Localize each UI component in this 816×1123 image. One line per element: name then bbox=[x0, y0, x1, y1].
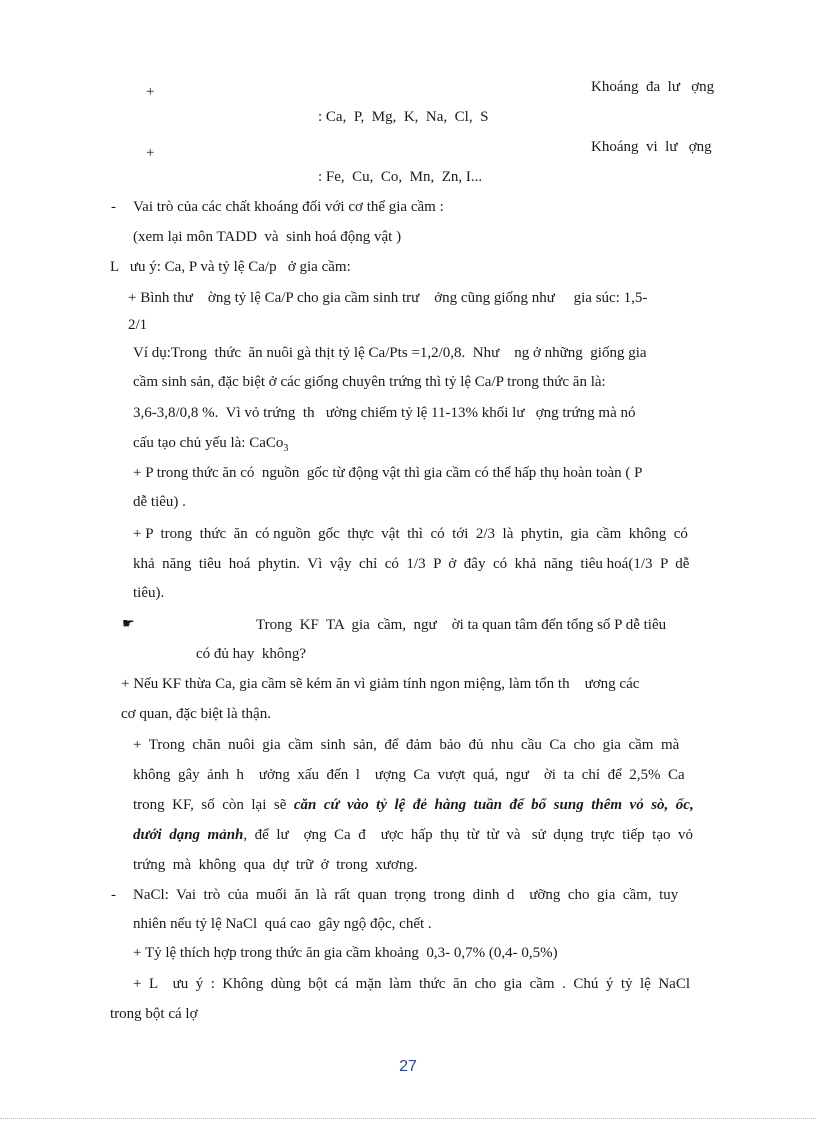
text-line: tiêu). bbox=[133, 585, 165, 601]
text-line: 3,6-3,8/0,8 %. Vì vỏ trứng th ường chiếm tỷ lệ 11-13% khối lư ợng trứng mà nó bbox=[133, 405, 636, 421]
text-run: trong KF, số còn lại sẽ bbox=[133, 797, 294, 813]
footer-divider bbox=[0, 1118, 816, 1119]
text-line bbox=[133, 795, 694, 815]
text-line: : Ca, P, Mg, K, Na, Cl, S bbox=[318, 109, 489, 125]
emphasis-text: căn cứ vào tỷ lệ đẻ hàng tuần để bổ sung thêm vỏ sò, ốc, bbox=[293, 797, 694, 813]
text-line: + Bình thư ờng tỷ lệ Ca/P cho gia cầm sinh trư ởng cũng giống như gia súc: 1,5- bbox=[128, 290, 648, 306]
text-line: nhiên nếu tỷ lệ NaCl quá cao gây ngộ độc, chết . bbox=[133, 916, 432, 932]
bullet-dash: - bbox=[111, 199, 116, 215]
pointing-hand-icon: ☛ bbox=[122, 616, 135, 632]
text-line: trứng mà không qua dự trữ ở trong xương. bbox=[133, 857, 418, 873]
text-line: (xem lại môn TADD và sinh hoá động vật ) bbox=[133, 229, 402, 245]
bullet-dash: - bbox=[111, 887, 116, 903]
bullet-plus: + bbox=[146, 84, 155, 100]
text-line: + P trong thức ăn có nguồn gốc thực vật thì có tới 2/3 là phytin, gia cầm không có bbox=[133, 526, 688, 542]
text-line: trong bột cá lợ bbox=[110, 1006, 198, 1022]
text-run: , để lư ợng Ca đ ược hấp thụ từ từ và sử dụng trực tiếp tạo vỏ bbox=[243, 827, 693, 843]
text-line: + Trong chăn nuôi gia cầm sinh sản, để đảm bảo đủ nhu cầu Ca cho gia cầm mà bbox=[133, 737, 680, 753]
text-run: cấu tạo chủ yếu là: CaCo bbox=[133, 435, 284, 451]
text-line: dễ tiêu) . bbox=[133, 494, 186, 510]
text-line bbox=[133, 433, 288, 459]
text-line: L ưu ý: Ca, P và tỷ lệ Ca/p ở gia cầm: bbox=[110, 259, 351, 275]
text-line: + P trong thức ăn có nguồn gốc từ động vật thì gia cầm có thể hấp thụ hoàn toàn ( P bbox=[133, 465, 643, 481]
text-line: Ví dụ:Trong thức ăn nuôi gà thịt tỷ lệ Ca/Pts =1,2/0,8. Như ng ở những giống gia bbox=[133, 345, 647, 361]
text-line: + L ưu ý : Không dùng bột cá mặn làm thức ăn cho gia cầm . Chú ý tỷ lệ NaCl bbox=[133, 976, 690, 992]
text-line: không gây ảnh h ưởng xấu đến l ượng Ca vượt quá, ngư ời ta chỉ để 2,5% Ca bbox=[133, 767, 685, 783]
text-line: Vai trò của các chất khoáng đối với cơ thể gia cầm : bbox=[133, 199, 444, 215]
text-line: cơ quan, đặc biệt là thận. bbox=[121, 706, 271, 722]
bullet-plus: + bbox=[146, 145, 155, 161]
text-line: 2/1 bbox=[128, 317, 148, 333]
text-line bbox=[133, 825, 693, 845]
text-line: cầm sinh sản, đặc biệt ở các giống chuyên trứng thì tỷ lệ Ca/P trong thức ăn là: bbox=[133, 374, 606, 390]
text-line: + Nếu KF thừa Ca, gia cầm sẽ kém ăn vì giảm tính ngon miệng, làm tổn th ương các bbox=[121, 676, 640, 692]
subscript: 3 bbox=[283, 443, 289, 454]
text-line: có đủ hay không? bbox=[196, 646, 306, 662]
text-line: Khoáng đa lư ợng bbox=[591, 79, 715, 95]
text-line: khả năng tiêu hoá phytin. Vì vậy chỉ có 1/3 P ở đây có khả năng tiêu hoá(1/3 P dễ bbox=[133, 556, 690, 572]
text-line: + Tỷ lệ thích hợp trong thức ăn gia cầm khoảng 0,3- 0,7% (0,4- 0,5%) bbox=[133, 945, 558, 961]
page-number: 27 bbox=[399, 1058, 417, 1075]
emphasis-text: dưới dạng mảnh bbox=[133, 827, 244, 843]
text-line: Trong KF TA gia cầm, ngư ời ta quan tâm đến tổng số P dễ tiêu bbox=[256, 617, 667, 633]
text-line: Khoáng vi lư ợng bbox=[591, 139, 712, 155]
text-line: NaCl: Vai trò của muối ăn là rất quan trọng trong dinh d ưỡng cho gia cầm, tuy bbox=[133, 887, 679, 903]
text-line: : Fe, Cu, Co, Mn, Zn, I... bbox=[318, 169, 483, 185]
